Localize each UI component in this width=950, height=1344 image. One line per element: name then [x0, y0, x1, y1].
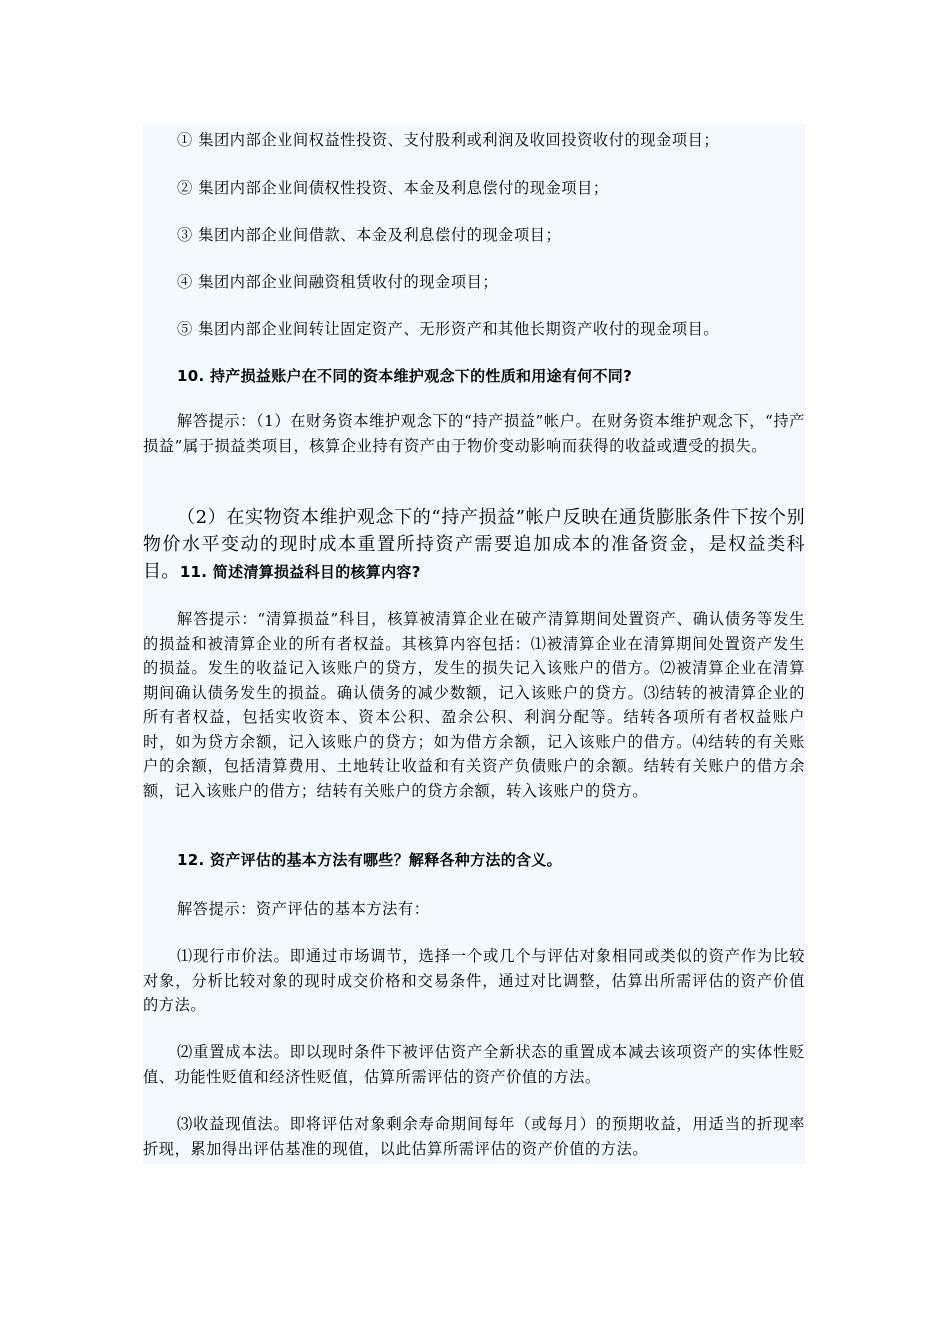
document-body — [143, 124, 805, 1164]
list-item: ② 集团内部企业间债权性投资、本金及利息偿付的现金项目； — [177, 179, 609, 197]
question-12-heading: 12. 资产评估的基本方法有哪些？解释各种方法的含义。 — [177, 851, 562, 869]
question-12-intro: 解答提示：资产评估的基本方法有： — [177, 900, 430, 918]
question-11-heading: 11. 简述清算损益科目的核算内容? — [179, 563, 421, 581]
question-11-answer: 解答提示：“清算损益”科目，核算被清算企业在破产清算期间处置资产、确认债务等发生的损益和被清算企业的所有者权益。其核算内容包括：⑴被清算企业在清算期间处置资产发生的损益。发生的收益记入该账户的贷方，发生的损失记入该账户的借方。⑵被清算企业在清算期间确认债务发生的损益。确认债务的减少数额，记入该账户的贷方。⑶结转的被清算企业的所有者权益，包括实收资本、资本公积、盈余公积、利润分配等。结转各项所有者权益账户时，如为贷方余额，记入该账户的贷方；如为借方余额，记入该账户的借方。⑷结转的有关账户的余额，包括清算费用、土地转让收益和有关资产负债账户的余额。结转有关账户的借方余额，记入该账户的借方；结转有关账户的贷方余额，转入该账户的贷方。 — [143, 610, 805, 800]
method-income-present-value: ⑶收益现值法。即将评估对象剩余寿命期间每年（或每月）的预期收益，用适当的折现率折现，累加得出评估基准的现值，以此估算所需评估的资产价值的方法。 — [143, 1115, 805, 1158]
question-10-answer-part2-text: （2）在实物资本维护观念下的“持产损益”帐户反映在通货膨胀条件下按个别物价水平变动的现时成本重置所持资产需要追加成本的准备资金，是权益类科目。 — [143, 507, 805, 582]
question-10-heading: 10. 持产损益账户在不同的资本维护观念下的性质和用途有何不同? — [177, 367, 633, 385]
question-10-answer-part1: 解答提示：（1）在财务资本维护观念下的“持产损益”帐户。在财务资本维护观念下，“持产损益”属于损益类项目，核算企业持有资产由于物价变动影响而获得的收益或遭受的损失。 — [143, 412, 805, 455]
list-item: ① 集团内部企业间权益性投资、支付股利或利润及收回投资收付的现金项目； — [177, 131, 720, 149]
list-item: ⑤ 集团内部企业间转让固定资产、无形资产和其他长期资产收付的现金项目。 — [177, 320, 720, 338]
list-item: ④ 集团内部企业间融资租赁收付的现金项目； — [177, 273, 499, 291]
question-10-answer-part2 — [143, 504, 805, 586]
list-item: ③ 集团内部企业间借款、本金及利息偿付的现金项目； — [177, 226, 562, 244]
method-replacement-cost: ⑵重置成本法。即以现时条件下被评估资产全新状态的重置成本减去该项资产的实体性贬值、功能性贬值和经济性贬值，估算所需评估的资产价值的方法。 — [143, 1043, 805, 1086]
method-market-price: ⑴现行市价法。即通过市场调节，选择一个或几个与评估对象相同或类似的资产作为比较对象，分析比较对象的现时成交价格和交易条件，通过对比调整，估算出所需评估的资产价值的方法。 — [143, 947, 805, 1014]
